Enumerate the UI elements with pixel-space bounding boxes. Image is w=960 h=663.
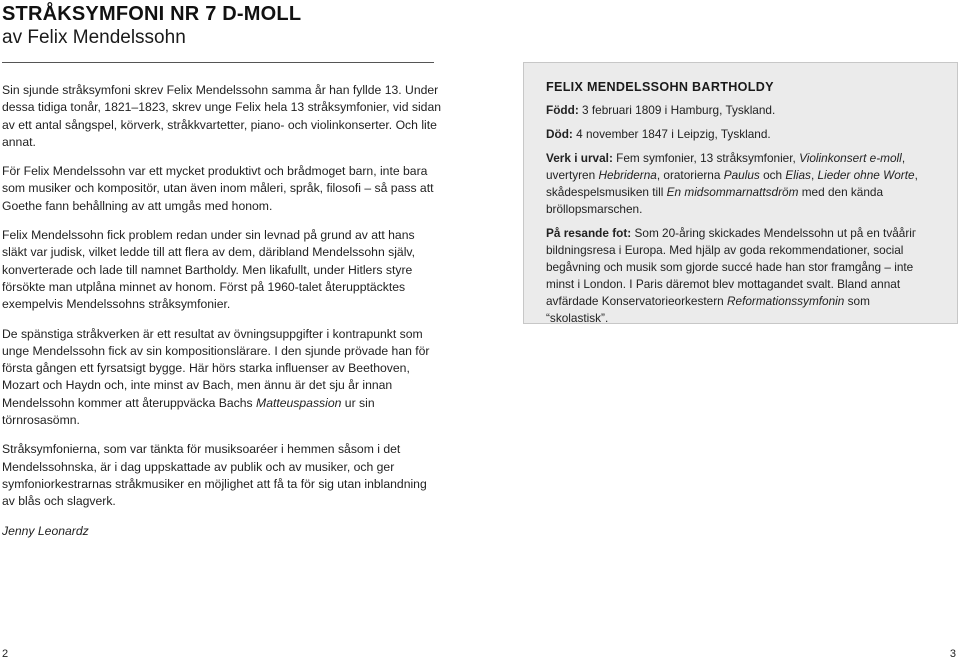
works-text: med den kända bröllopsmarschen. — [546, 185, 884, 216]
page-title: STRÅKSYMFONI NR 7 D-MOLL — [2, 3, 302, 25]
title-divider — [2, 62, 434, 63]
fact-box — [523, 62, 958, 324]
page-number-right: 3 — [949, 648, 956, 660]
born-label: Född: — [546, 103, 579, 117]
p4-text-a: De spänstiga stråkverken är ett resultat av övningsuppgifter i kontrapunkt som unge Mendelssohn fick av sin kompositionslärare. I den sjunde prövade han för första gången ett fyrsatsigt bygge. Här hörs starka influenser av Beethoven, Mozart och Haydn och, inte minst av Bach, men ännu är det sju år innan Mendelssohn kommer att återuppväcka Bachs — [2, 326, 430, 410]
works-text: och — [759, 168, 786, 182]
born-text: 3 februari 1809 i Hamburg, Tyskland. — [578, 103, 776, 117]
work-title: Lieder ohne Worte — [817, 168, 915, 182]
article-paragraph-1: Sin sjunde stråksymfoni skrev Felix Mendelssohn samma år han fyllde 13. Under dessa tidiga tonår, 1821–1823, skrev unge Felix hela 13 stråksymfonier, vid sidan av ett antal sångspel, körverk, stråkkvartetter, piano- och violinkonserter. Och lite annat. — [2, 83, 442, 149]
fact-travel — [546, 225, 935, 327]
fact-died — [546, 126, 935, 143]
work-title: Violinkonsert e-moll — [799, 151, 902, 165]
fact-box-heading: FELIX MENDELSSOHN BARTHOLDY — [546, 80, 774, 94]
fact-born — [546, 102, 935, 119]
work-title: Paulus — [723, 168, 760, 182]
died-text: 4 november 1847 i Leipzig, Tyskland. — [572, 127, 771, 141]
article-paragraph-2: För Felix Mendelssohn var ett mycket produktivt och brådmoget barn, inte bara som musiker och kompositör, utan även inom måleri, språk, filosofi – så pass att Goethe fann behållning av att umgås med honom. — [2, 164, 434, 213]
work-title: Reformationssymfonin — [727, 294, 845, 308]
work-title: Hebriderna — [598, 168, 657, 182]
page-number-left: 2 — [2, 648, 9, 660]
article-paragraph-3: Felix Mendelssohn fick problem redan under sin levnad på grund av att hans släkt var judisk, vilket ledde till att flera av dem, däribland Mendelssohn själv, konverterade och lade till namnet Bartholdy. Men likafullt, under Hitlers styre försökte man utplåna minnet av honom. Först på 1960-talet återupptäcktes exempelvis Mendelssohns stråksymfonier. — [2, 228, 415, 312]
works-text: , — [810, 168, 818, 182]
travel-text: Som 20-åring skickades Mendelssohn ut på en tvååriг bildningsresa i Europa. Med hjälp av goda rekommendationer, social begåvning och musik som gjorde succé hade han stor framgång – inte minst i London. I Paris däremot blev mottagandet svalt. Bland annat avfärdade Konservatorieorkestern — [546, 226, 917, 308]
fact-works — [546, 150, 935, 218]
works-text: , skådespelsmusiken till — [546, 168, 918, 199]
works-text: Fem symfonier, 13 stråksymfonier, — [612, 151, 800, 165]
article-paragraph-4 — [2, 326, 442, 430]
p4-text-b: ur sin törnrosasömn. — [2, 395, 375, 428]
page-subtitle: av Felix Mendelssohn — [2, 27, 186, 48]
author-signature: Jenny Leonardz — [2, 523, 89, 538]
article-paragraph-5: Stråksymfonierna, som var tänkta för musiksoaréer i hemmen såsom i det Mendelssohnska, är i dag uppskattade av publik och av musiker, och ger symfoniorkestrarnas stråkmusiker en möjlighet att få ta för sig utan inblandning av blås och slagverk. — [2, 442, 427, 509]
works-label: Verk i urval: — [546, 151, 613, 165]
work-title: En midsommarnattsdröm — [666, 185, 799, 199]
works-text: , oratorierna — [656, 168, 724, 182]
article-body — [2, 82, 442, 552]
travel-text: som “skolastisk”. — [546, 294, 870, 325]
travel-label: På resande fot: — [546, 226, 632, 240]
work-title: Elias — [785, 168, 811, 182]
died-label: Död: — [546, 127, 573, 141]
header — [2, 2, 434, 49]
works-text: , uvertyren — [546, 151, 906, 182]
p4-work-title: Matteuspassion — [256, 395, 342, 410]
